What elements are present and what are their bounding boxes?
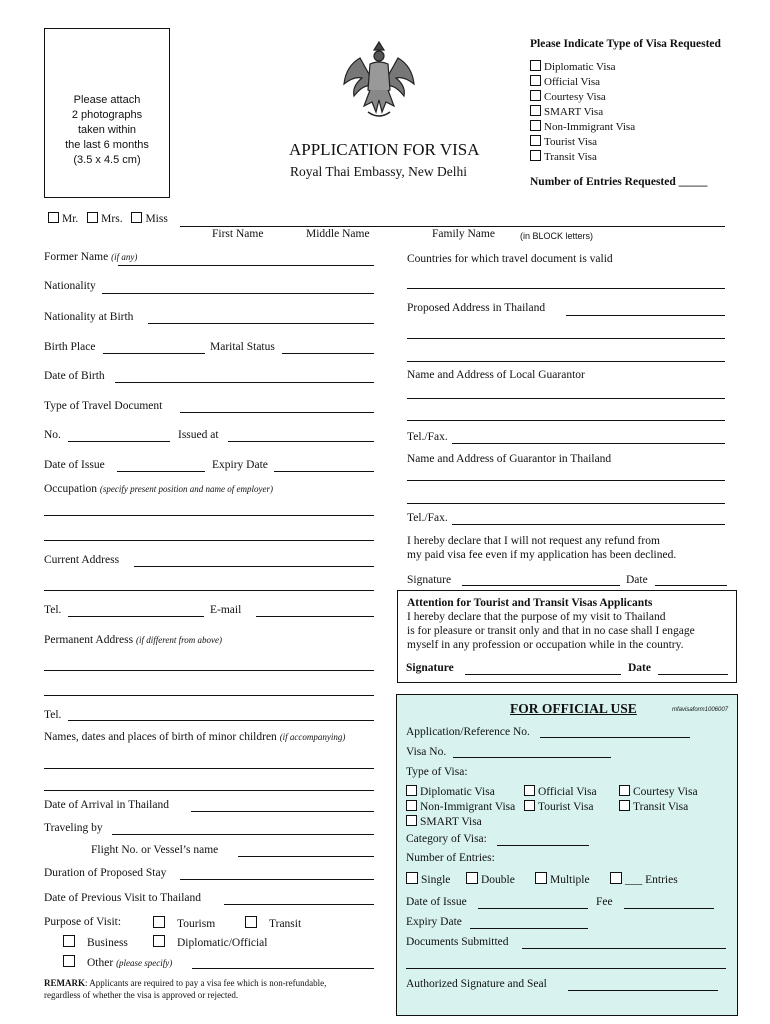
visa-option-diplomatic[interactable]: Diplomatic Visa — [530, 60, 635, 75]
local-guarantor-input-1[interactable] — [407, 398, 725, 399]
visa-option-official[interactable]: Official Visa — [530, 75, 635, 90]
visa-type-list — [530, 60, 635, 165]
visa-type-heading: Please Indicate Type of Visa Requested — [530, 38, 721, 50]
form-subtitle: Royal Thai Embassy, New Delhi — [290, 164, 467, 179]
traveling-by-input[interactable] — [112, 834, 374, 835]
remark-text-1: REMARK: Applicants are required to pay a visa fee which is non-refundable, — [44, 978, 327, 988]
date-issue-input[interactable] — [117, 471, 205, 472]
title-selector: Mr. Mrs. Miss — [48, 212, 168, 225]
checkbox-icon — [535, 872, 547, 884]
birth-place-label: Birth Place — [44, 341, 96, 353]
duration-label: Duration of Proposed Stay — [44, 867, 167, 879]
mr-checkbox[interactable] — [48, 212, 59, 223]
purpose-business[interactable]: Business — [63, 935, 128, 949]
travel-doc-label: Type of Travel Document — [44, 400, 163, 412]
email-input[interactable] — [256, 616, 374, 617]
signature-input[interactable] — [462, 585, 620, 586]
nationality-label: Nationality — [44, 280, 96, 292]
declare-line-2: my paid visa fee even if my application has been declined. — [407, 549, 677, 561]
purpose-other[interactable]: Other (please specify) — [63, 955, 172, 969]
nationality-birth-input[interactable] — [148, 323, 374, 324]
authorized-label: Authorized Signature and Seal — [406, 978, 547, 990]
app-no-input[interactable] — [540, 737, 690, 738]
photo-box — [44, 28, 170, 198]
duration-input[interactable] — [180, 879, 374, 880]
attention-title: Attention for Tourist and Transit Visas Applicants — [407, 597, 653, 609]
dob-label: Date of Birth — [44, 370, 105, 382]
entries-label: Number of Entries: — [406, 852, 495, 864]
telfax-input[interactable] — [452, 443, 725, 444]
checkbox-icon — [619, 785, 630, 796]
official-tourist[interactable]: Tourist Visa — [524, 800, 593, 813]
flight-input[interactable] — [238, 856, 374, 857]
attention-line: I hereby declare that the purpose of my visit to Thailand — [407, 611, 666, 623]
official-type-label: Type of Visa: — [406, 766, 468, 778]
local-guarantor-input-2[interactable] — [407, 420, 725, 421]
official-official-visa[interactable]: Official Visa — [524, 785, 597, 798]
guarantor-thailand-input-1[interactable] — [407, 480, 725, 481]
official-courtesy[interactable]: Courtesy Visa — [619, 785, 698, 798]
checkbox-icon[interactable] — [530, 105, 541, 116]
occupation-input-2[interactable] — [44, 540, 374, 541]
expiry-label: Expiry Date — [212, 459, 268, 471]
official-expiry-input[interactable] — [470, 928, 588, 929]
date-label: Date — [626, 574, 648, 586]
telfax-label: Tel./Fax. — [407, 431, 448, 443]
marital-status-label: Marital Status — [210, 341, 275, 353]
entry-multiple[interactable]: Multiple — [535, 872, 590, 886]
minors-input-1[interactable] — [44, 768, 374, 769]
documents-input-2[interactable] — [406, 968, 726, 969]
guarantor-thailand-label: Name and Address of Guarantor in Thailand — [407, 453, 612, 465]
mrs-checkbox[interactable] — [87, 212, 98, 223]
purpose-diplomatic-official[interactable]: Diplomatic/Official — [153, 935, 267, 949]
authorized-input[interactable] — [568, 990, 718, 991]
entry-number[interactable]: ___ Entries — [610, 872, 678, 886]
entry-double[interactable]: Double — [466, 872, 515, 886]
purpose-transit[interactable]: Transit — [245, 916, 301, 930]
tel-label: Tel. — [44, 604, 62, 616]
checkbox-icon — [466, 872, 478, 884]
checkbox-icon — [406, 800, 417, 811]
photo-instruction-line: (3.5 x 4.5 cm) — [73, 154, 141, 166]
entries-requested-field[interactable]: Number of Entries Requested _____ — [530, 176, 708, 188]
first-name-label: First Name — [212, 228, 264, 240]
attention-signature-label: Signature — [406, 662, 454, 674]
fee-label: Fee — [596, 896, 613, 908]
arrival-input[interactable] — [191, 811, 374, 812]
checkbox-icon — [406, 785, 417, 796]
checkbox-icon — [610, 872, 622, 884]
photo-instruction-line: Please attach — [73, 94, 141, 106]
telfax2-input[interactable] — [452, 524, 725, 525]
previous-visit-label: Date of Previous Visit to Thailand — [44, 892, 201, 904]
current-address-input-1[interactable] — [134, 566, 374, 567]
signature-label: Signature — [407, 574, 452, 586]
fee-input[interactable] — [624, 908, 714, 909]
purpose-tourism[interactable]: Tourism — [153, 916, 215, 930]
checkbox-icon — [406, 815, 417, 826]
travel-doc-input[interactable] — [180, 412, 374, 413]
official-smart[interactable]: SMART Visa — [406, 815, 482, 828]
official-use-title: FOR OFFICIAL USE — [510, 701, 637, 716]
photo-instruction-line: the last 6 months — [65, 139, 149, 151]
dob-input[interactable] — [115, 382, 374, 383]
official-diplomatic[interactable]: Diplomatic Visa — [406, 785, 495, 798]
visa-option-non-immigrant[interactable]: Non-Immigrant Visa — [530, 120, 635, 135]
official-transit[interactable]: Transit Visa — [619, 800, 688, 813]
form-code: mfavisaform1006007 — [672, 707, 729, 713]
visa-no-input[interactable] — [453, 757, 611, 758]
category-input[interactable] — [497, 845, 589, 846]
proposed-address-label: Proposed Address in Thailand — [407, 302, 546, 314]
current-address-input-2[interactable] — [44, 590, 374, 591]
attention-signature-input[interactable] — [465, 674, 621, 675]
local-guarantor-label: Name and Address of Local Guarantor — [407, 369, 585, 381]
checkbox-icon — [406, 872, 418, 884]
occupation-input-1[interactable] — [44, 515, 374, 516]
form-title: APPLICATION FOR VISA — [289, 140, 480, 159]
documents-label: Documents Submitted — [406, 936, 509, 948]
purpose-other-input[interactable] — [192, 968, 374, 969]
visa-no-label: Visa No. — [406, 746, 447, 758]
doc-no-input[interactable] — [68, 441, 170, 442]
minors-label: Names, dates and places of birth of minor children (if accompanying) — [44, 731, 346, 743]
block-letters-note: (in BLOCK letters) — [520, 231, 594, 241]
occupation-label: Occupation (specify present position and name of employer) — [44, 483, 274, 495]
date-input[interactable] — [655, 585, 727, 586]
permanent-address-input-2[interactable] — [44, 695, 374, 696]
tel-input[interactable] — [68, 616, 204, 617]
checkbox-icon[interactable] — [530, 150, 541, 161]
visa-option-smart[interactable]: SMART Visa — [530, 105, 635, 120]
official-expiry-label: Expiry Date — [406, 916, 462, 928]
remark-text-2: regardless of whether the visa is approved or rejected. — [44, 990, 239, 1000]
countries-input[interactable] — [407, 288, 725, 289]
proposed-address-input-1[interactable] — [566, 315, 725, 316]
photo-instruction-line: taken within — [77, 124, 137, 136]
entry-single[interactable]: Single — [406, 872, 450, 886]
flight-label: Flight No. or Vessel’s name — [91, 844, 219, 856]
checkbox-icon — [153, 935, 165, 947]
checkbox-icon[interactable] — [530, 120, 541, 131]
declare-line-1: I hereby declare that I will not request any refund from — [407, 535, 660, 547]
checkbox-icon — [619, 800, 630, 811]
attention-line: myself in any profession or occupation while in the country. — [407, 639, 684, 651]
doc-no-label: No. — [44, 429, 61, 441]
nationality-birth-label: Nationality at Birth — [44, 311, 134, 323]
email-label: E-mail — [210, 604, 242, 616]
tel2-label: Tel. — [44, 709, 62, 721]
purpose-label: Purpose of Visit: — [44, 916, 122, 928]
proposed-address-input-2[interactable] — [407, 338, 725, 339]
photo-instruction-line: 2 photographs — [71, 109, 143, 121]
checkbox-icon — [524, 800, 535, 811]
checkbox-icon — [153, 916, 165, 928]
app-no-label: Application/Reference No. — [406, 726, 530, 738]
visa-option-tourist[interactable]: Tourist Visa — [530, 135, 635, 150]
arrival-label: Date of Arrival in Thailand — [44, 799, 169, 811]
category-label: Category of Visa: — [406, 833, 487, 845]
telfax2-label: Tel./Fax. — [407, 512, 448, 524]
middle-name-label: Middle Name — [306, 228, 370, 240]
former-name-input[interactable] — [118, 265, 374, 266]
name-input-line[interactable] — [180, 226, 725, 227]
checkbox-icon — [524, 785, 535, 796]
garuda-emblem-icon — [340, 36, 418, 122]
documents-input-1[interactable] — [522, 948, 726, 949]
visa-option-courtesy[interactable]: Courtesy Visa — [530, 90, 635, 105]
checkbox-icon[interactable] — [530, 135, 541, 146]
issued-at-label: Issued at — [178, 429, 219, 441]
attention-date-label: Date — [628, 662, 651, 674]
expiry-input[interactable] — [274, 471, 374, 472]
issued-at-input[interactable] — [228, 441, 374, 442]
attention-line: is for pleasure or transit only and that in no case shall I engage — [407, 625, 695, 637]
official-date-issue-input[interactable] — [478, 908, 588, 909]
marital-status-input[interactable] — [282, 353, 374, 354]
visa-option-transit[interactable]: Transit Visa — [530, 150, 635, 165]
traveling-by-label: Traveling by — [44, 822, 103, 834]
tel2-input[interactable] — [68, 720, 374, 721]
checkbox-icon[interactable] — [530, 75, 541, 86]
checkbox-icon[interactable] — [530, 90, 541, 101]
minors-input-2[interactable] — [44, 790, 374, 791]
checkbox-icon — [63, 935, 75, 947]
current-address-label: Current Address — [44, 554, 120, 566]
official-date-issue-label: Date of Issue — [406, 896, 467, 908]
previous-visit-input[interactable] — [224, 904, 374, 905]
attention-date-input[interactable] — [658, 674, 728, 675]
official-non-immigrant[interactable]: Non-Immigrant Visa — [406, 800, 515, 813]
countries-label: Countries for which travel document is valid — [407, 253, 613, 265]
birth-place-input[interactable] — [103, 353, 205, 354]
permanent-address-input-1[interactable] — [44, 670, 374, 671]
miss-checkbox[interactable] — [131, 212, 142, 223]
date-issue-label: Date of Issue — [44, 459, 105, 471]
proposed-address-input-3[interactable] — [407, 361, 725, 362]
guarantor-thailand-input-2[interactable] — [407, 503, 725, 504]
former-name-label: Former Name (if any) — [44, 251, 138, 263]
permanent-address-label: Permanent Address (if different from above) — [44, 634, 223, 646]
family-name-label: Family Name — [432, 228, 495, 240]
checkbox-icon — [245, 916, 257, 928]
checkbox-icon — [63, 955, 75, 967]
checkbox-icon[interactable] — [530, 60, 541, 71]
nationality-input[interactable] — [102, 293, 374, 294]
